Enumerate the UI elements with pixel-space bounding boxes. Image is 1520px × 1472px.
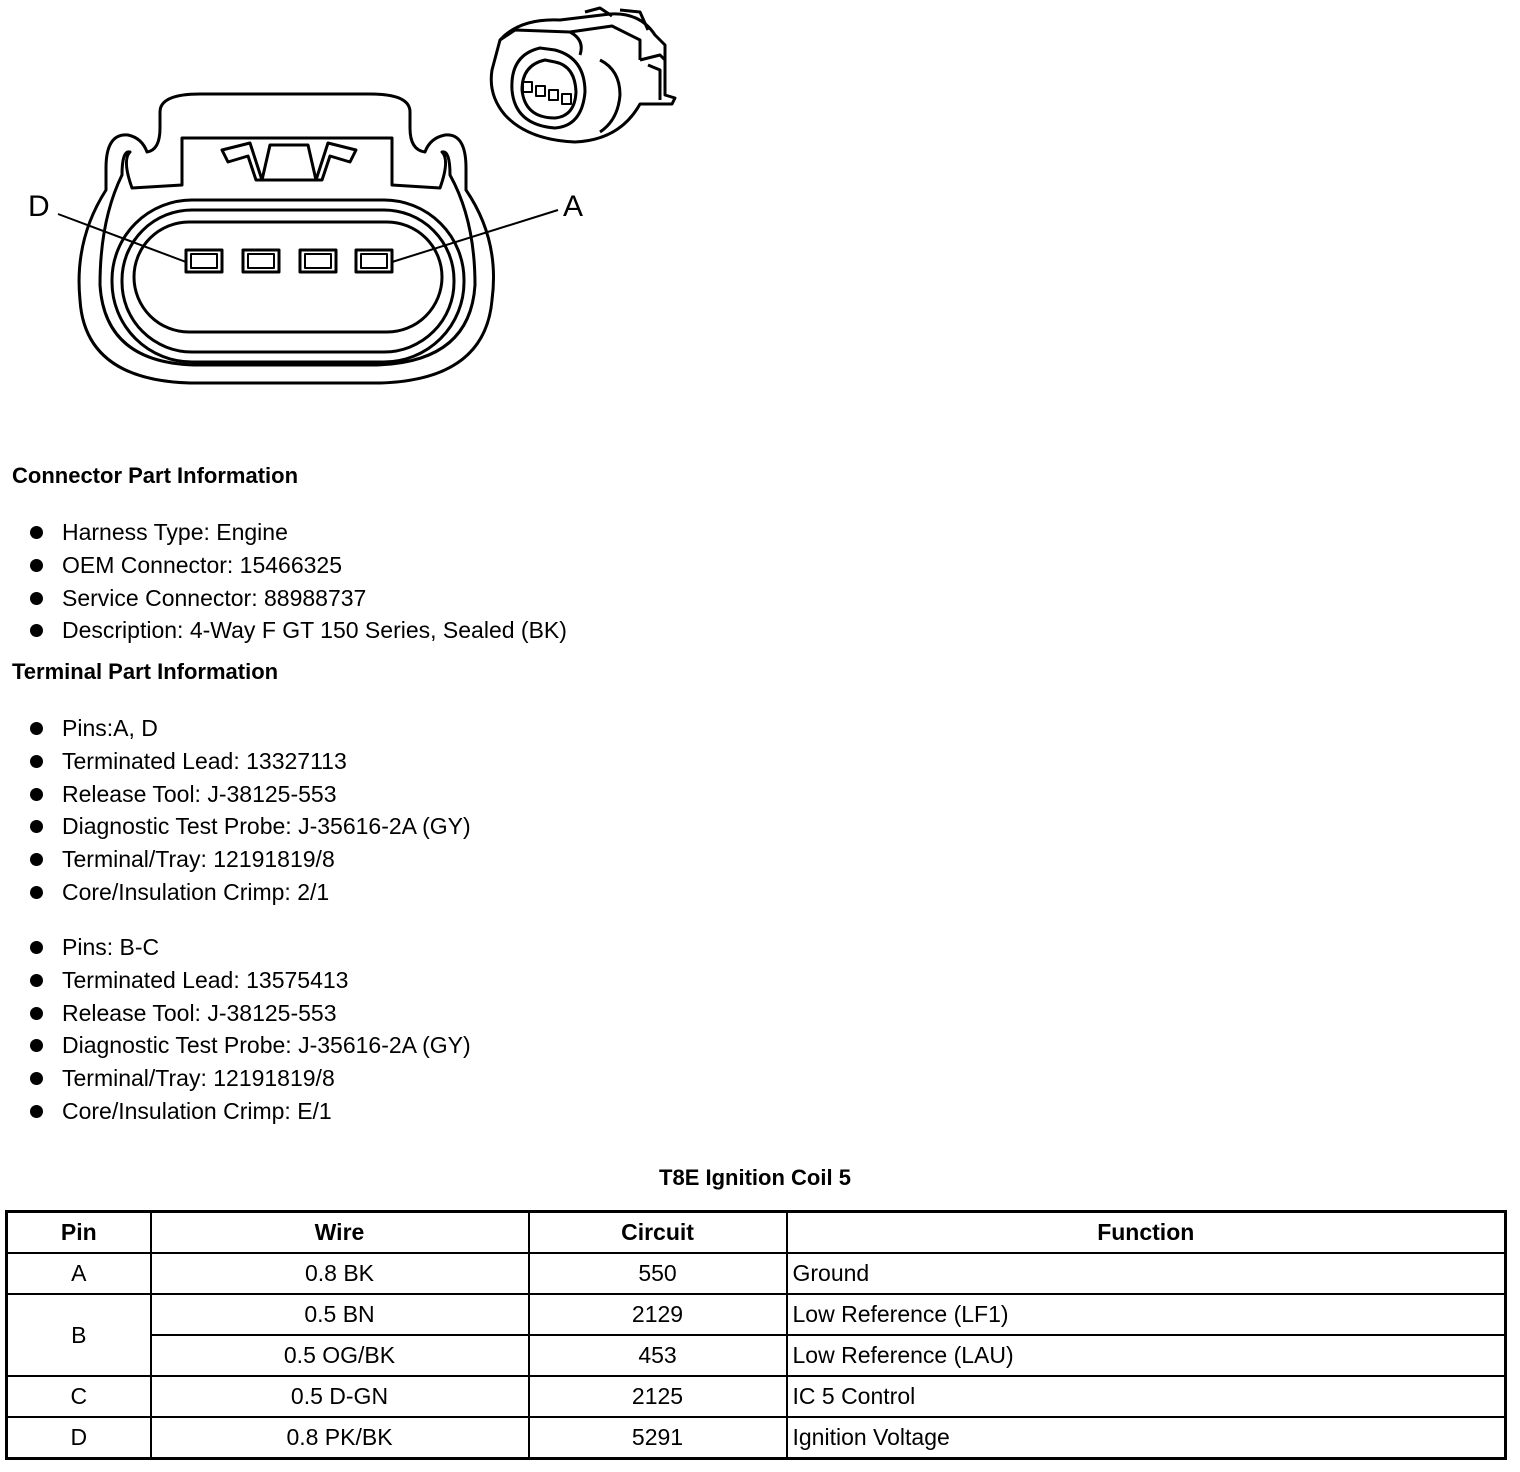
cell-wire: 0.5 D-GN xyxy=(151,1376,529,1417)
table-row xyxy=(7,1376,1506,1417)
list-item: Core/Insulation Crimp: 2/1 xyxy=(26,876,471,909)
list-item: Terminal/Tray: 12191819/8 xyxy=(26,843,471,876)
pin-label-a: A xyxy=(563,190,584,223)
list-item: OEM Connector: 15466325 xyxy=(26,549,567,582)
cell-circuit: 2129 xyxy=(529,1294,787,1335)
cell-circuit: 2125 xyxy=(529,1376,787,1417)
cell-pin: A xyxy=(7,1253,151,1294)
cell-wire: 0.8 PK/BK xyxy=(151,1417,529,1459)
list-item: Release Tool: J-38125-553 xyxy=(26,778,471,811)
list-item: Pins: B-C xyxy=(26,931,471,964)
cell-pin: B xyxy=(7,1294,151,1376)
cell-circuit: 550 xyxy=(529,1253,787,1294)
list-item: Description: 4-Way F GT 150 Series, Sealed (BK) xyxy=(26,614,567,647)
list-item: Core/Insulation Crimp: E/1 xyxy=(26,1095,471,1128)
table-header-row xyxy=(7,1212,1506,1254)
cell-wire: 0.8 BK xyxy=(151,1253,529,1294)
seal-ring-outer xyxy=(112,200,464,362)
cell-circuit: 453 xyxy=(529,1335,787,1376)
list-item: Diagnostic Test Probe: J-35616-2A (GY) xyxy=(26,1029,471,1062)
list-item: Pins:A, D xyxy=(26,712,471,745)
table-title: T8E Ignition Coil 5 xyxy=(659,1165,851,1190)
connector-latch xyxy=(222,143,356,180)
header-pin: Pin xyxy=(7,1212,151,1254)
cell-wire: 0.5 BN xyxy=(151,1294,529,1335)
list-item: Terminal/Tray: 12191819/8 xyxy=(26,1062,471,1095)
header-function: Function xyxy=(787,1212,1506,1254)
table-row xyxy=(7,1294,1506,1335)
list-item: Release Tool: J-38125-553 xyxy=(26,997,471,1030)
table-row xyxy=(7,1253,1506,1294)
list-item: Terminated Lead: 13575413 xyxy=(26,964,471,997)
leader-line-d xyxy=(58,214,186,262)
table-row xyxy=(7,1335,1506,1376)
cell-function: IC 5 Control xyxy=(787,1376,1506,1417)
list-item: Service Connector: 88988737 xyxy=(26,582,567,615)
connector-part-list xyxy=(26,516,567,647)
terminal-part-heading: Terminal Part Information xyxy=(12,659,279,684)
cell-function: Ground xyxy=(787,1253,1506,1294)
pin-label-d: D xyxy=(28,190,50,223)
cell-wire: 0.5 OG/BK xyxy=(151,1335,529,1376)
header-wire: Wire xyxy=(151,1212,529,1254)
header-circuit: Circuit xyxy=(529,1212,787,1254)
pin-cavity-oval xyxy=(134,222,442,332)
pin-table xyxy=(5,1210,1507,1460)
connector-diagram xyxy=(0,0,700,400)
terminal-part-list-1 xyxy=(26,712,471,909)
cell-function: Ignition Voltage xyxy=(787,1417,1506,1459)
table-row xyxy=(7,1417,1506,1459)
list-item: Harness Type: Engine xyxy=(26,516,567,549)
connector-part-heading: Connector Part Information xyxy=(12,463,299,488)
cell-function: Low Reference (LAU) xyxy=(787,1335,1506,1376)
cell-function: Low Reference (LF1) xyxy=(787,1294,1506,1335)
list-item: Terminated Lead: 13327113 xyxy=(26,745,471,778)
cell-circuit: 5291 xyxy=(529,1417,787,1459)
cell-pin: D xyxy=(7,1417,151,1459)
connector-isometric-icon xyxy=(491,8,675,142)
list-item: Diagnostic Test Probe: J-35616-2A (GY) xyxy=(26,810,471,843)
terminal-part-list-2 xyxy=(26,931,471,1128)
pin-cavities xyxy=(186,250,392,272)
cell-pin: C xyxy=(7,1376,151,1417)
